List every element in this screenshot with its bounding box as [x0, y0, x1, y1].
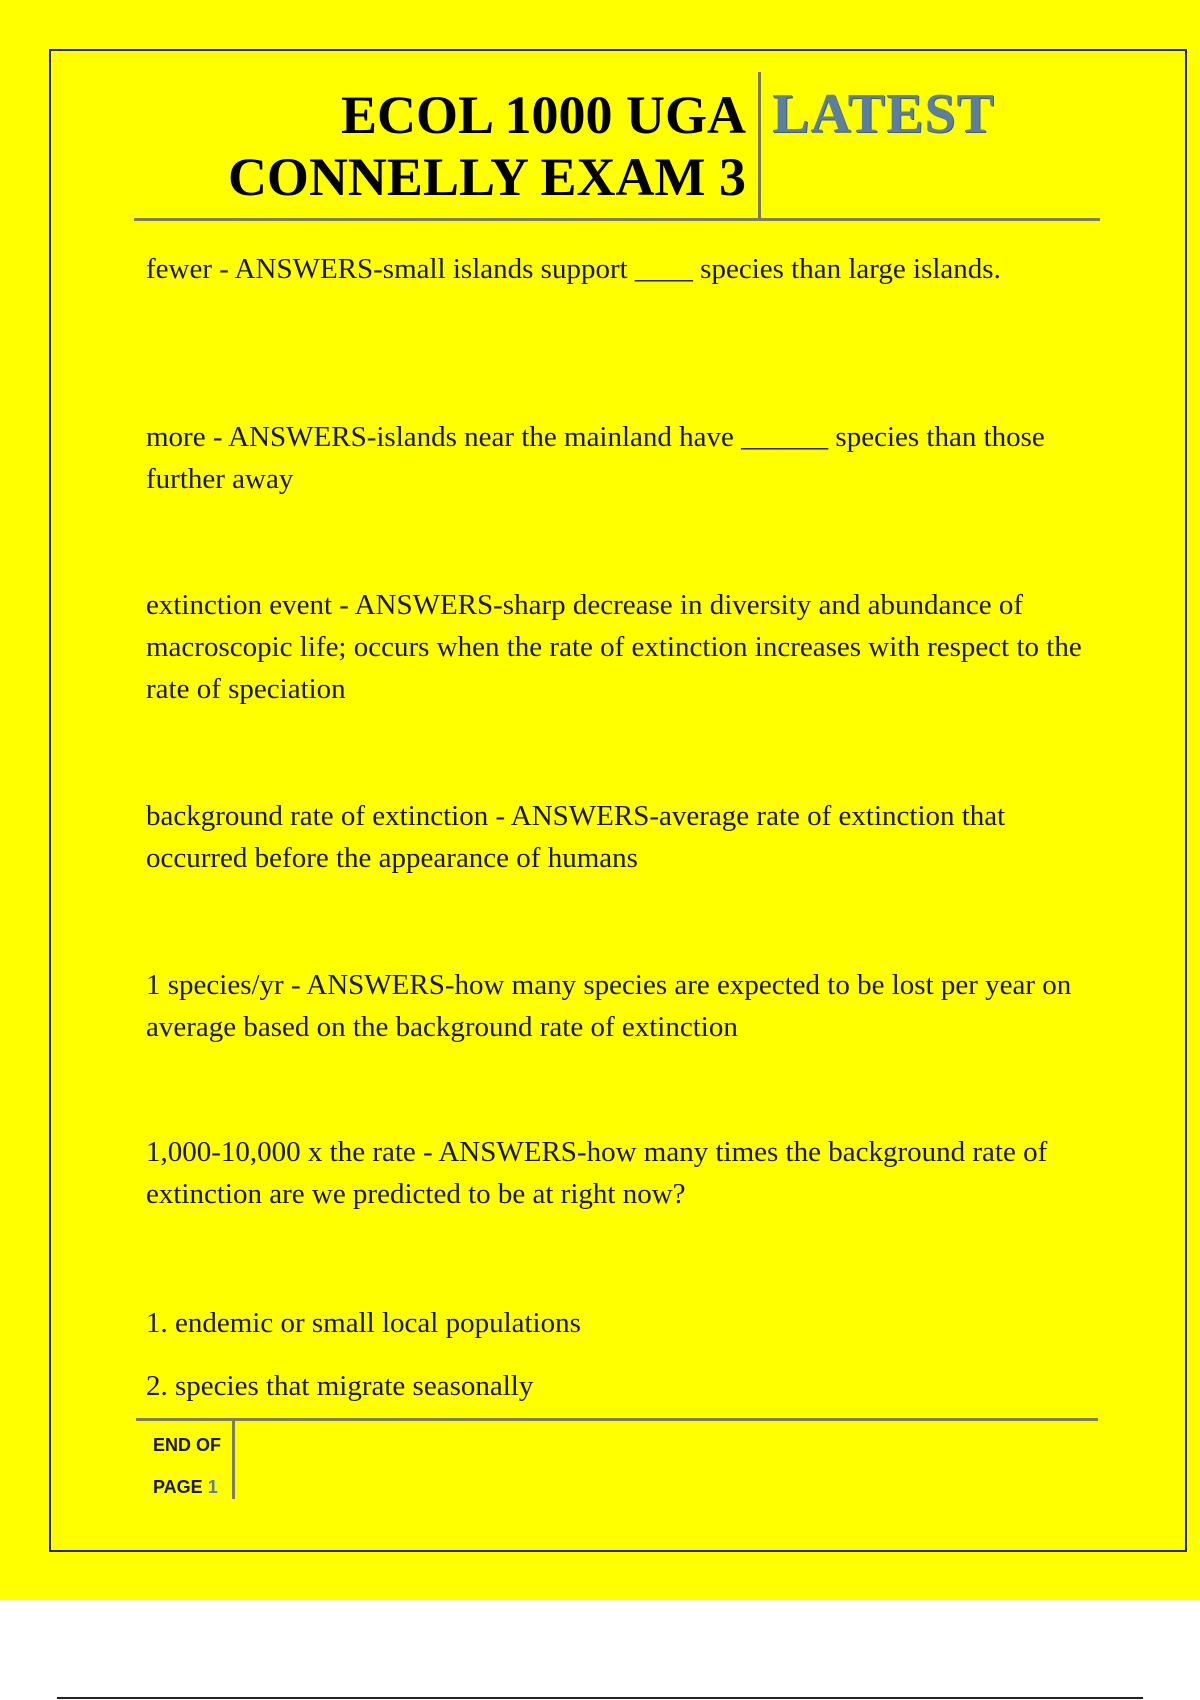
qa-entry-text: 1 species/yr - ANSWERS-how many species are expected to be lost per year on average based on the background rate of extinction: [146, 969, 1072, 1043]
footer-page-number: 1: [207, 1477, 218, 1497]
qa-entry-text: background rate of extinction - ANSWERS-average rate of extinction that occurred before the appearance of humans: [146, 800, 1006, 874]
footer-line-1: END OF: [153, 1435, 222, 1455]
list-item-text: 2. species that migrate seasonally: [146, 1370, 534, 1402]
list-item: [146, 1302, 1096, 1344]
qa-entry-text: 1,000-10,000 x the rate - ANSWERS-how many times the background rate of extinction are we predicted to be at right now?: [146, 1136, 1048, 1210]
qa-entry: [146, 416, 1096, 500]
latest-badge: LATEST: [772, 83, 995, 145]
footer-line-2: [153, 1466, 233, 1508]
qa-entry-text: extinction event - ANSWERS-sharp decrease in diversity and abundance of macroscopic life; occurs when the rate of extinction increases with respect to the rate of speciation: [146, 589, 1082, 705]
page-footer: [153, 1424, 233, 1508]
title-divider: [758, 72, 761, 220]
footer-page-label: PAGE: [153, 1477, 203, 1497]
qa-entry: [146, 248, 1096, 290]
qa-entry-text: more - ANSWERS-islands near the mainland have ______ species than those further away: [146, 421, 1045, 495]
qa-entry-text: fewer - ANSWERS-small islands support ____ species than large islands.: [146, 253, 1001, 285]
list-item: [146, 1365, 1096, 1407]
title-line-1: ECOL 1000 UGA: [340, 85, 746, 145]
document-title: [150, 84, 746, 208]
footer-rule: [136, 1418, 1098, 1421]
header-rule: [134, 218, 1100, 221]
qa-entry: [146, 584, 1096, 710]
qa-entry: [146, 1131, 1096, 1215]
page-bottom-rule: [57, 1697, 1143, 1699]
footer-divider: [232, 1421, 235, 1499]
qa-entry: [146, 795, 1096, 879]
title-line-2: CONNELLY EXAM 3: [227, 147, 746, 207]
list-item-text: 1. endemic or small local populations: [146, 1307, 581, 1339]
qa-entry: [146, 964, 1096, 1048]
